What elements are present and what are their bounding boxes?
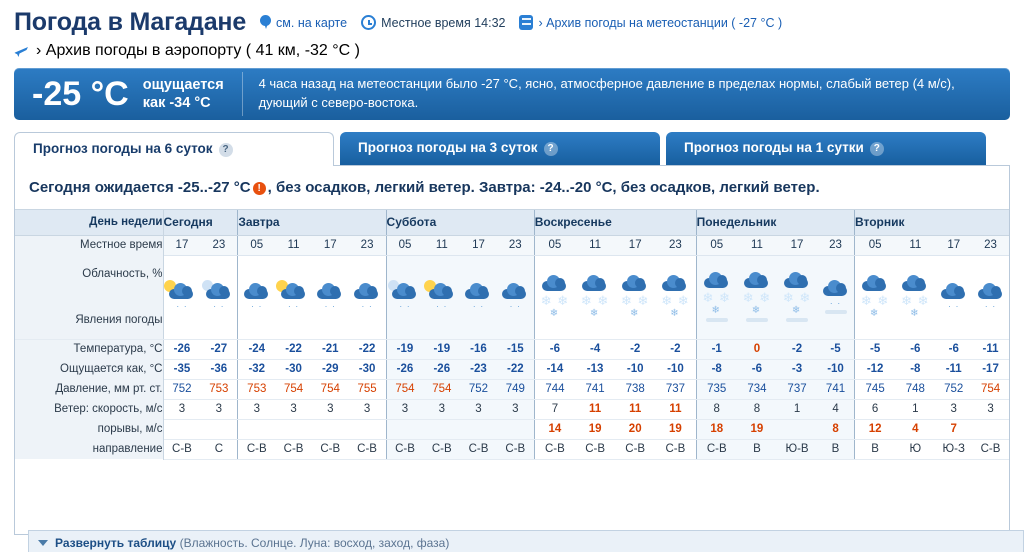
snow-icon: ❄ ❄ [901, 293, 930, 308]
precip-dots-icon: · · [324, 301, 337, 311]
table-cell: 738 [615, 379, 655, 399]
precip-dots-icon: · · [361, 301, 373, 311]
table-cell [423, 419, 460, 439]
weather-icon-cell [349, 255, 386, 339]
table-cell [497, 419, 534, 439]
table-cell: -27 [200, 339, 237, 359]
table-cell: -2 [655, 339, 696, 359]
table-cell: -6 [935, 339, 972, 359]
cloud-icon [704, 272, 730, 289]
table-cell: С-В [972, 439, 1009, 459]
table-cell: С-В [696, 439, 737, 459]
table-cell: 19 [575, 419, 615, 439]
hour-cell: 11 [423, 235, 460, 255]
hour-cell: 11 [575, 235, 615, 255]
tab-3-days[interactable] [340, 132, 660, 166]
precip-dots-icon: · · [509, 301, 522, 311]
table-cell: 745 [854, 379, 895, 399]
day-header: Воскресенье [534, 209, 696, 235]
precip-dots-icon: · · [472, 301, 485, 311]
cloud-icon [823, 280, 849, 297]
cloud-icon [281, 283, 307, 300]
table-cell: -5 [854, 339, 895, 359]
cloud-icon [662, 275, 688, 292]
snow-icon: ❄ ❄ [702, 290, 731, 305]
row-label [15, 255, 163, 339]
hour-cell: 05 [854, 235, 895, 255]
tab-6-days-label: Прогноз погоды на 6 суток [33, 141, 213, 156]
table-cell: 8 [696, 399, 737, 419]
row-label: направление [15, 439, 163, 459]
cloud-icon [862, 275, 888, 292]
table-cell: 18 [696, 419, 737, 439]
snow-icon: ❄ ❄ [661, 293, 690, 308]
cloud-icon [902, 275, 928, 292]
map-pin-icon [260, 15, 271, 30]
row-label-cloudiness: Облачность, % [82, 267, 163, 280]
cloud-icon [317, 283, 343, 300]
table-cell: 3 [275, 399, 312, 419]
page-title: Погода в Магадане [14, 8, 247, 36]
feels-like-block [143, 76, 242, 112]
table-cell: -11 [935, 359, 972, 379]
snow-icon: ❄ ❄ [580, 293, 610, 308]
table-cell: -22 [497, 359, 534, 379]
snow-icon: ❄ [751, 305, 763, 316]
hour-cell: 23 [200, 235, 237, 255]
table-cell: 7 [935, 419, 972, 439]
expand-table-bar[interactable] [28, 530, 1024, 552]
table-cell: С-В [238, 439, 275, 459]
hour-cell: 17 [163, 235, 200, 255]
cloud-icon [941, 283, 967, 300]
weather-icon-cell [423, 255, 460, 339]
table-cell: 11 [655, 399, 696, 419]
row-label: Температура, °C [15, 339, 163, 359]
table-cell: 754 [312, 379, 349, 399]
hour-cell: 05 [534, 235, 575, 255]
table-cell [200, 419, 237, 439]
weather-icon-cell [238, 255, 275, 339]
weather-icon-cell [696, 255, 737, 339]
table-cell: -8 [895, 359, 935, 379]
hour-cell: 23 [972, 235, 1009, 255]
expand-table-label: Развернуть таблицу [55, 536, 177, 550]
cloud-icon [744, 272, 770, 289]
table-cell [275, 419, 312, 439]
row-label: День недели [15, 209, 163, 235]
table-cell: -13 [575, 359, 615, 379]
table-cell: -6 [737, 359, 777, 379]
table-cell: 737 [655, 379, 696, 399]
map-link-label: см. на карте [276, 15, 348, 30]
hour-cell: 11 [275, 235, 312, 255]
precip-dots-icon: · · [176, 301, 188, 311]
table-cell: -11 [972, 339, 1009, 359]
precip-dots-icon: · · [399, 301, 411, 311]
table-cell: 0 [737, 339, 777, 359]
weather-icon-cell [275, 255, 312, 339]
airport-archive-label: › Архив погоды в аэропорту ( 41 км, -32 °C ) [36, 42, 360, 59]
airport-archive-link[interactable] [14, 42, 1010, 60]
table-cell: -23 [460, 359, 497, 379]
table-cell: 8 [817, 419, 854, 439]
table-cell [460, 419, 497, 439]
table-cell [238, 419, 275, 439]
precip-dots-icon: · · [287, 301, 300, 311]
table-cell: 3 [460, 399, 497, 419]
day-header: Суббота [386, 209, 534, 235]
table-cell: -8 [696, 359, 737, 379]
table-cell: -22 [349, 339, 386, 359]
weather-icon-cell [615, 255, 655, 339]
table-cell: 741 [575, 379, 615, 399]
hour-cell: 05 [696, 235, 737, 255]
precip-dots-icon: · · [829, 298, 842, 308]
table-cell: 3 [497, 399, 534, 419]
table-cell: -6 [895, 339, 935, 359]
table-cell: С-В [386, 439, 423, 459]
precip-dots-icon: · · [213, 301, 225, 311]
table-cell: С-В [312, 439, 349, 459]
table-cell: 1 [777, 399, 817, 419]
table-cell: Ю-В [777, 439, 817, 459]
table-cell: 3 [312, 399, 349, 419]
table-cell: 3 [972, 399, 1009, 419]
local-time [361, 15, 505, 30]
table-cell: -36 [200, 359, 237, 379]
hour-cell: 23 [655, 235, 696, 255]
feels-like-value: как -34 °C [142, 95, 211, 111]
table-cell: -19 [386, 339, 423, 359]
table-cell: 753 [200, 379, 237, 399]
summary-part-2: , без осадков, легкий ветер. Завтра: -24..-20 °C, без осадков, легкий ветер. [267, 179, 820, 196]
cloud-icon [784, 272, 810, 289]
table-cell [312, 419, 349, 439]
table-cell: С-В [275, 439, 312, 459]
help-icon[interactable]: ? [870, 142, 884, 156]
table-cell: -1 [696, 339, 737, 359]
cloud-icon [354, 283, 380, 300]
table-cell: 735 [696, 379, 737, 399]
table-cell: 3 [200, 399, 237, 419]
hour-cell: 11 [895, 235, 935, 255]
table-cell: -6 [534, 339, 575, 359]
table-cell: С-В [575, 439, 615, 459]
weather-icon-cell [777, 255, 817, 339]
row-label-phenomena: Явления погоды [75, 313, 163, 326]
table-cell: 741 [817, 379, 854, 399]
hour-cell: 17 [460, 235, 497, 255]
cloud-icon [542, 275, 568, 292]
feels-like-label: ощущается [142, 76, 224, 93]
cloud-icon [429, 283, 455, 300]
row-label: Ощущается как, °C [15, 359, 163, 379]
cloud-icon [622, 275, 648, 292]
weather-station-icon [519, 15, 533, 30]
table-cell: -4 [575, 339, 615, 359]
footer-wrap [14, 536, 1010, 552]
day-header: Сегодня [163, 209, 238, 235]
hour-cell: 05 [386, 235, 423, 255]
station-archive-label: › Архив погоды на метеостанции ( -27 °C ) [538, 15, 783, 30]
weather-icon-cell [655, 255, 696, 339]
table-cell: 748 [895, 379, 935, 399]
table-cell: -10 [817, 359, 854, 379]
table-cell: -30 [349, 359, 386, 379]
weather-icon-cell [854, 255, 895, 339]
forecast-summary [15, 166, 1009, 209]
table-cell: 11 [575, 399, 615, 419]
table-cell: В [817, 439, 854, 459]
cloud-icon [582, 275, 608, 292]
local-time-label: Местное время 14:32 [381, 15, 506, 30]
table-cell: 8 [737, 399, 777, 419]
row-label: Ветер: скорость, м/с [15, 399, 163, 419]
table-cell: 4 [817, 399, 854, 419]
table-cell: С-В [615, 439, 655, 459]
table-cell: 4 [895, 419, 935, 439]
weather-icon-cell [972, 255, 1009, 339]
table-cell: 19 [737, 419, 777, 439]
snow-icon: ❄ ❄ [860, 293, 890, 308]
table-cell: С-В [534, 439, 575, 459]
table-cell: -35 [163, 359, 200, 379]
table-cell: 734 [737, 379, 777, 399]
weather-icon-cell [895, 255, 935, 339]
expand-table-note: (Влажность. Солнце. Луна: восход, заход, фаза) [179, 536, 450, 550]
hour-cell: 23 [817, 235, 854, 255]
chevron-down-icon [38, 540, 48, 546]
table-cell: 749 [497, 379, 534, 399]
table-cell: В [854, 439, 895, 459]
table-cell: 752 [163, 379, 200, 399]
cloud-icon [978, 283, 1004, 300]
table-cell: -3 [777, 359, 817, 379]
day-header: Понедельник [696, 209, 854, 235]
table-cell: -26 [386, 359, 423, 379]
table-cell: -2 [777, 339, 817, 359]
table-cell: 744 [534, 379, 575, 399]
snow-icon: ❄ ❄ [782, 290, 812, 305]
forecast-panel [14, 165, 1010, 535]
table-cell [972, 419, 1009, 439]
plane-icon [14, 43, 30, 59]
table-cell: -5 [817, 339, 854, 359]
table-cell: -26 [423, 359, 460, 379]
table-cell: 752 [935, 379, 972, 399]
row-label: Давление, мм рт. ст. [15, 379, 163, 399]
precip-dots-icon: · · [251, 301, 263, 311]
snow-icon: ❄ [711, 305, 722, 316]
page-header [0, 0, 1024, 60]
hour-cell: 05 [238, 235, 275, 255]
table-cell: 752 [460, 379, 497, 399]
table-cell: 3 [935, 399, 972, 419]
table-cell: -10 [655, 359, 696, 379]
hour-cell: 17 [312, 235, 349, 255]
table-cell: 12 [854, 419, 895, 439]
snow-icon: ❄ [630, 308, 641, 319]
fog-icon [825, 310, 847, 314]
table-cell: С [200, 439, 237, 459]
forecast-tabs [14, 132, 1010, 166]
table-cell: -15 [497, 339, 534, 359]
table-cell [777, 419, 817, 439]
current-temperature: -25 °C [32, 74, 129, 113]
clock-icon [361, 15, 376, 30]
table-cell: -19 [423, 339, 460, 359]
weather-icon-cell [312, 255, 349, 339]
table-cell [163, 419, 200, 439]
table-cell: 754 [972, 379, 1009, 399]
snow-icon: ❄ [910, 308, 921, 319]
table-cell: 14 [534, 419, 575, 439]
table-cell: -29 [312, 359, 349, 379]
snow-icon: ❄ [791, 305, 803, 316]
hour-cell: 17 [615, 235, 655, 255]
help-icon[interactable]: ? [544, 142, 558, 156]
hour-cell: 23 [349, 235, 386, 255]
weather-icon-cell [386, 255, 423, 339]
table-cell [349, 419, 386, 439]
table-cell: 11 [615, 399, 655, 419]
table-cell: -14 [534, 359, 575, 379]
table-cell: -17 [972, 359, 1009, 379]
hour-cell: 17 [935, 235, 972, 255]
table-cell: -30 [275, 359, 312, 379]
table-cell: 7 [534, 399, 575, 419]
snow-icon: ❄ ❄ [621, 293, 650, 308]
table-cell: С-В [497, 439, 534, 459]
table-cell: -21 [312, 339, 349, 359]
cloud-icon [244, 283, 270, 300]
cloud-icon [206, 283, 232, 300]
map-link[interactable] [260, 15, 347, 30]
cloud-icon [392, 283, 418, 300]
cloud-icon [465, 283, 491, 300]
table-cell: 19 [655, 419, 696, 439]
weather-icon-cell [163, 255, 200, 339]
hour-cell: 23 [497, 235, 534, 255]
table-cell: 754 [423, 379, 460, 399]
table-cell: 3 [349, 399, 386, 419]
hour-cell: 11 [737, 235, 777, 255]
table-cell: 737 [777, 379, 817, 399]
fog-icon [746, 318, 768, 322]
cloud-icon [169, 283, 195, 300]
help-icon[interactable]: ? [219, 143, 233, 157]
cloud-icon [502, 283, 528, 300]
table-cell: -2 [615, 339, 655, 359]
tab-1-day[interactable] [666, 132, 986, 166]
table-cell: -32 [238, 359, 275, 379]
table-cell: 3 [238, 399, 275, 419]
snow-icon: ❄ [589, 308, 601, 319]
forecast-table [15, 209, 1009, 460]
weather-icon-cell [534, 255, 575, 339]
row-label: Местное время [15, 235, 163, 255]
table-cell: -26 [163, 339, 200, 359]
day-header: Завтра [238, 209, 386, 235]
table-cell: 1 [895, 399, 935, 419]
table-cell: С-В [163, 439, 200, 459]
weather-icon-cell [737, 255, 777, 339]
table-cell: 3 [163, 399, 200, 419]
table-cell: С-В [349, 439, 386, 459]
title-row [14, 8, 1010, 37]
snow-icon: ❄ [869, 308, 881, 319]
table-cell: -24 [238, 339, 275, 359]
precip-dots-icon: · · [947, 301, 960, 311]
table-cell: 754 [386, 379, 423, 399]
table-cell [386, 419, 423, 439]
precip-dots-icon: · · [984, 301, 997, 311]
table-cell: -22 [275, 339, 312, 359]
snow-icon: ❄ ❄ [540, 293, 570, 308]
tab-6-days[interactable] [14, 132, 334, 166]
table-cell: 755 [349, 379, 386, 399]
day-header: Вторник [854, 209, 1009, 235]
precip-dots-icon: · · [436, 301, 448, 311]
snow-icon: ❄ [670, 308, 681, 319]
fog-icon [706, 318, 728, 322]
summary-part-1: Сегодня ожидается -25..-27 °C [29, 179, 251, 196]
snow-icon: ❄ [549, 308, 561, 319]
table-cell: 3 [386, 399, 423, 419]
table-cell: В [737, 439, 777, 459]
snow-icon: ❄ ❄ [742, 290, 772, 305]
table-cell: С-В [423, 439, 460, 459]
table-cell: 6 [854, 399, 895, 419]
table-cell: Ю [895, 439, 935, 459]
tab-1-day-label: Прогноз погоды на 1 сутки [684, 140, 864, 155]
weather-icon-cell [200, 255, 237, 339]
weather-icon-cell [460, 255, 497, 339]
weather-icon-cell [935, 255, 972, 339]
weather-icon-cell [575, 255, 615, 339]
fog-icon [786, 318, 808, 322]
table-cell: Ю-З [935, 439, 972, 459]
table-cell: -10 [615, 359, 655, 379]
table-cell: 754 [275, 379, 312, 399]
warning-icon: ! [253, 182, 266, 195]
table-cell: 20 [615, 419, 655, 439]
table-cell: С-В [655, 439, 696, 459]
row-label: порывы, м/с [15, 419, 163, 439]
table-cell: 753 [238, 379, 275, 399]
table-cell: -12 [854, 359, 895, 379]
current-conditions-bar [14, 68, 1010, 120]
weather-icon-cell [497, 255, 534, 339]
table-cell: С-В [460, 439, 497, 459]
table-cell: 3 [423, 399, 460, 419]
table-cell: -16 [460, 339, 497, 359]
tab-3-days-label: Прогноз погоды на 3 суток [358, 140, 538, 155]
current-description: 4 часа назад на метеостанции было -27 °C, ясно, атмосферное давление в пределах нормы, слабый ветер (4 м/с), дующий с северо-востока. [258, 76, 955, 110]
forecast-table-body [15, 209, 1009, 459]
hour-cell: 17 [777, 235, 817, 255]
weather-icon-cell [817, 255, 854, 339]
station-archive-link[interactable] [519, 15, 782, 30]
